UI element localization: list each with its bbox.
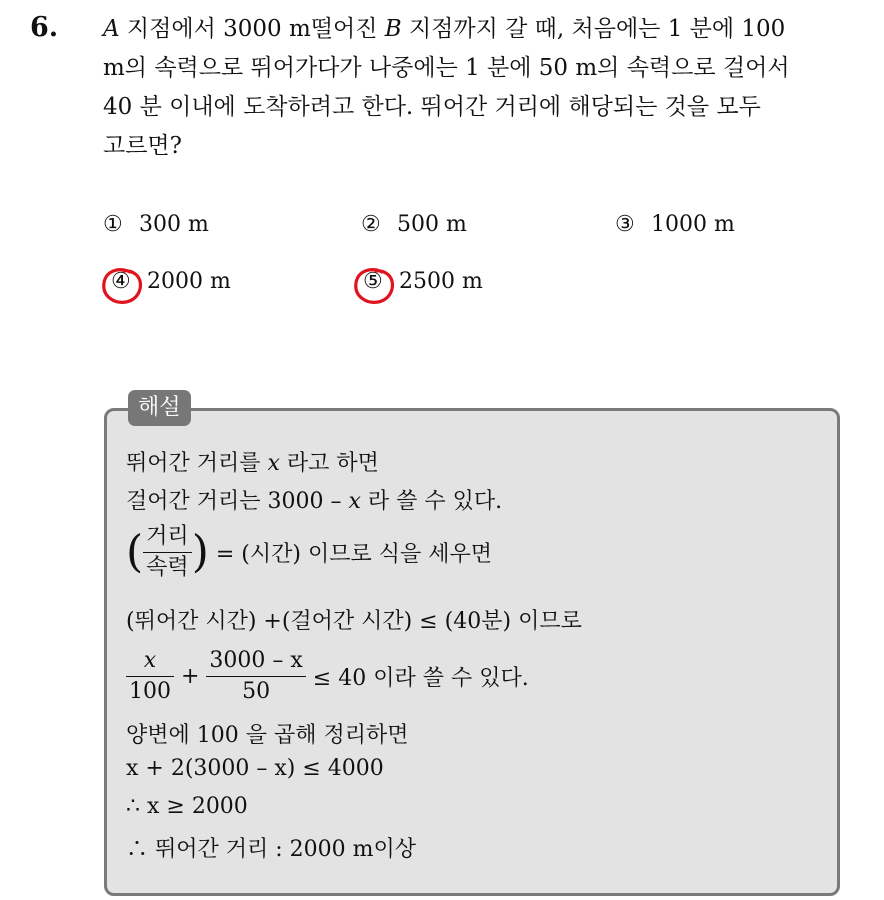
- solution-line-5: [126, 646, 529, 707]
- s2b: 라 쓸 수 있다.: [360, 489, 503, 514]
- choice-2[interactable]: [361, 212, 467, 237]
- question-text: [103, 10, 868, 166]
- solution-line-6: 양변에 100 을 곱해 정리하면: [126, 723, 409, 748]
- solution-line-2: [126, 484, 502, 515]
- choice-text: 2000 m: [147, 269, 231, 294]
- frac-num: 거리: [143, 522, 192, 553]
- s3-rest: = (시간) 이므로 식을 세우면: [208, 542, 492, 567]
- solution-line-7: x + 2(3000 – x) ≤ 4000: [126, 756, 384, 781]
- selected-circle-icon: [100, 266, 144, 306]
- question-line-3: 40 분 이내에 도착하려고 한다. 뛰어간 거리에 해당되는 것을 모두: [103, 94, 761, 120]
- selected-circle-icon: [352, 266, 396, 306]
- solution-line-3: [126, 522, 492, 583]
- plus-sign: +: [174, 664, 207, 689]
- s1a: 뛰어간 거리를: [126, 451, 268, 476]
- s2x: x: [348, 489, 361, 514]
- choice-marker: ③: [615, 212, 635, 237]
- fraction-x-100: [126, 646, 174, 707]
- paren-close-icon: ): [191, 526, 209, 578]
- solution-line-1: [126, 446, 379, 477]
- paren-open-icon: (: [126, 526, 144, 578]
- s2a: 걸어간 거리는 3000 –: [126, 489, 349, 514]
- frac-den: 100: [129, 679, 171, 704]
- solution-line-9: ∴ 뛰어간 거리 : 2000 m이상: [126, 837, 416, 862]
- question-line-1-text: 지점에서 3000 m떨어진: [119, 16, 385, 42]
- question-line-1-rest: 지점까지 갈 때, 처음에는 1 분에 100: [401, 16, 786, 42]
- choice-marker: ②: [361, 212, 381, 237]
- frac-num: x: [126, 646, 174, 677]
- question-line-2: m의 속력으로 뛰어가다가 나중에는 1 분에 50 m의 속력으로 걸어서: [103, 55, 790, 81]
- point-a: A: [103, 16, 120, 42]
- choice-text: 300 m: [139, 212, 209, 237]
- choice-text: 1000 m: [651, 212, 735, 237]
- s1x: x: [267, 451, 280, 476]
- choice-text: 500 m: [397, 212, 467, 237]
- solution-line-8: ∴ x ≥ 2000: [126, 794, 248, 819]
- point-b: B: [384, 16, 402, 42]
- choice-text: 2500 m: [399, 269, 483, 294]
- s5-rest: ≤ 40 이라 쓸 수 있다.: [305, 666, 529, 691]
- solution-tag: 해설: [128, 390, 191, 426]
- s1b: 라고 하면: [279, 451, 379, 476]
- solution-line-4: (뛰어간 시간) +(걸어간 시간) ≤ (40분) 이므로: [126, 609, 582, 634]
- fraction-3000-x-50: [206, 646, 305, 707]
- question-line-4: 고르면?: [103, 133, 182, 159]
- fraction-distance-speed: [143, 522, 192, 583]
- question-number: 6.: [30, 12, 59, 43]
- choice-marker: ④: [111, 269, 131, 294]
- frac-den: 속력: [146, 555, 189, 580]
- choice-1[interactable]: [103, 212, 209, 237]
- frac-den: 50: [242, 679, 271, 704]
- question-line-1: [103, 10, 868, 49]
- frac-num: 3000 – x: [206, 646, 305, 677]
- choice-3[interactable]: [615, 212, 735, 237]
- choice-marker: ①: [103, 212, 123, 237]
- choice-marker: ⑤: [363, 269, 383, 294]
